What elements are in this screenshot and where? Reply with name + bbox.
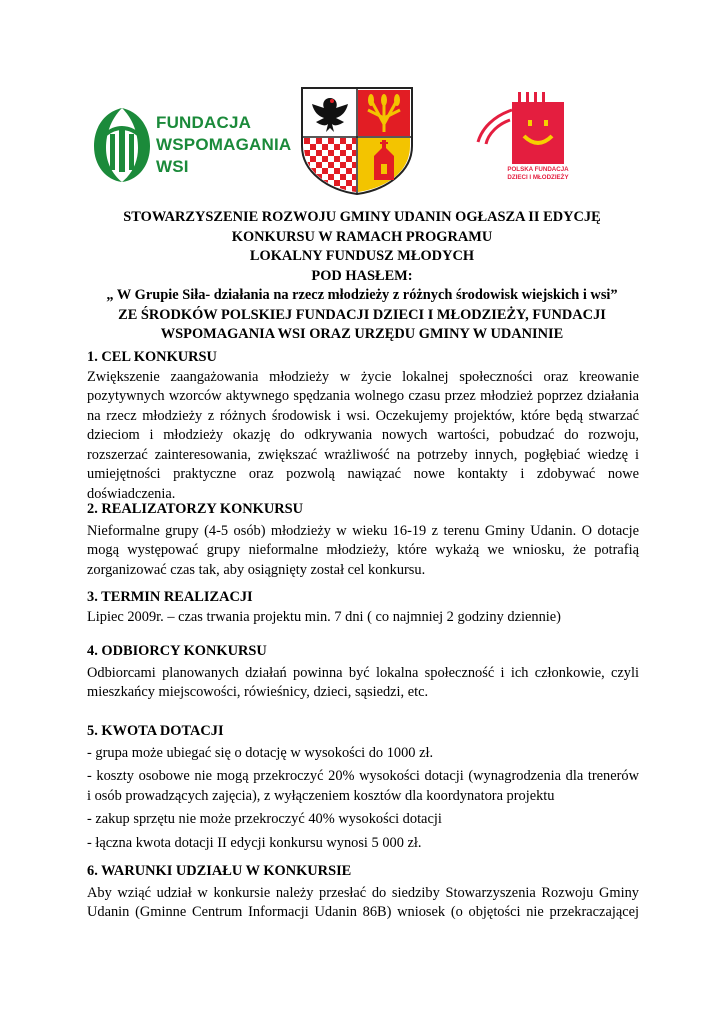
heading-line: ZE ŚRODKÓW POLSKIEJ FUNDACJI DZIECI I MŁODZIEŻY, FUNDACJI xyxy=(118,306,606,323)
paragraph-line: Udanin (Gminne Centrum Informacji Udanin 86B) wniosek (o objętości nie przekraczającej xyxy=(87,904,639,920)
heading-line: STOWARZYSZENIE ROZWOJU GMINY UDANIN OGŁASZA II EDYCJĘ xyxy=(123,209,601,225)
list-item-line: i osób prowadzących zajęcia), z wyłączeniem kosztów dla koordynatora projektu xyxy=(87,787,555,804)
paragraph-line: pozytywnych wzorców aktywnego spędzania wolnego czasu przez młodzież poprzez działania xyxy=(87,388,639,404)
list-item xyxy=(87,767,639,806)
fww-line-2: WSPOMAGANIA xyxy=(156,135,292,154)
paragraph-line: Zwiększenie zaangażowania młodzieży w życie lokalnej społeczności oraz kreowanie xyxy=(87,368,639,385)
polska-fundacja-dzieci-logo xyxy=(474,92,584,202)
section-cel-konkursu xyxy=(87,348,639,504)
paragraph-line: doświadczenia. xyxy=(87,485,176,502)
logo-row xyxy=(0,84,724,194)
section-odbiorcy xyxy=(87,642,639,703)
paragraph-line: mieszkańcy miejscowości, rówieśnicy, dzieci, sąsiedzi, etc. xyxy=(87,684,429,700)
pfdm-line-2: DZIECI I MŁODZIEŻY xyxy=(507,174,569,181)
paragraph-line: Aby wziąć udział w konkursie należy przesłać do siedziby Stowarzyszenia Rozwoju Gminy xyxy=(87,884,639,901)
section-warunki-udzialu xyxy=(87,862,639,923)
section-kwota-dotacji xyxy=(87,722,639,853)
section-realizatorzy xyxy=(87,500,639,580)
paragraph-line: zorganizować czas tak, aby osiągnięty został cel konkursu. xyxy=(87,561,426,578)
pfdm-face-icon xyxy=(512,102,564,164)
pfdm-bars-icon xyxy=(518,92,558,102)
heading-line: KONKURSU W RAMACH PROGRAMU xyxy=(231,228,493,245)
paragraph-line: Nieformalne grupy (4-5 osób) młodzieży w wieku 16-19 z terenu Gminy Udanin. O dotacje xyxy=(87,522,639,539)
list-item-line: - koszty osobowe nie mogą przekroczyć 20% wysokości dotacji (wynagrodzenia dla trenerów xyxy=(87,768,639,784)
announcement-heading xyxy=(86,208,638,345)
list-item: - grupa może ubiegać się o dotację w wysokości do 1000 zł. xyxy=(87,744,434,761)
paragraph-line: rozszerzać zainteresowania, zwiększać wrażliwość na potrzeby innych, pogłębiać wiedzę i xyxy=(87,446,639,463)
section-termin xyxy=(87,588,639,627)
section-title: 3. TERMIN REALIZACJI xyxy=(87,589,253,605)
pfdm-logo-text xyxy=(504,166,572,182)
fww-line-1: FUNDACJA xyxy=(156,113,252,132)
section-paragraph xyxy=(87,608,639,628)
pfdm-red-square xyxy=(512,102,564,164)
fundacja-wspomagania-wsi-logo xyxy=(92,104,292,184)
section-title: 5. KWOTA DOTACJI xyxy=(87,723,224,739)
section-title: 1. CEL KONKURSU xyxy=(87,349,217,365)
paragraph-line: umiejętności praktyczne oraz pozwolą nawiązać nowe kontakty i zdobywać nowe xyxy=(87,466,639,482)
paragraph-line: dzieciom i młodzieży okazję do odkrywania nowych wartości, pobudzać do rozwoju, xyxy=(87,427,639,443)
list-item: - łączna kwota dotacji II edycji konkursu wynosi 5 000 zł. xyxy=(87,834,422,851)
section-paragraph xyxy=(87,664,639,703)
list-item: - zakup sprzętu nie może przekroczyć 40% wysokości dotacji xyxy=(87,811,442,827)
fww-logo-text xyxy=(156,112,291,178)
pfdm-line-1: POLSKA FUNDACJA xyxy=(507,166,569,173)
section-paragraph xyxy=(87,884,639,923)
heading-line: POD HASŁEM: xyxy=(311,267,413,284)
pfdm-swoosh-icon xyxy=(474,106,514,146)
gmina-udanin-crest-icon xyxy=(298,84,416,196)
paragraph-line: Odbiorcami planowanych działań powinna być lokalna społeczność i ich członkowie, czyli xyxy=(87,664,639,681)
heading-line: WSPOMAGANIA WSI ORAZ URZĘDU GMINY W UDANINIE xyxy=(160,326,564,342)
section-paragraph xyxy=(87,522,639,581)
section-title: 2. REALIZATORZY KONKURSU xyxy=(87,501,304,517)
heading-line: „ W Grupie Siła- działania na rzecz młodzieży z różnych środowisk wiejskich i wsi” xyxy=(106,287,618,303)
paragraph-line: mogą występować grupy nieformalne młodzieży, które wykażą we wniosku, że potrafią xyxy=(87,542,639,558)
paragraph-line: na rzecz młodzieży z różnych środowisk i wsi. Oczekujemy projektów, które będą stwarzać xyxy=(87,407,639,424)
heading-line: LOKALNY FUNDUSZ MŁODYCH xyxy=(249,248,475,264)
fww-line-3: WSI xyxy=(156,157,189,176)
section-title: 4. ODBIORCY KONKURSU xyxy=(87,643,267,659)
fww-emblem-icon xyxy=(92,104,152,184)
section-paragraph xyxy=(87,368,639,505)
section-title: 6. WARUNKI UDZIAŁU W KONKURSIE xyxy=(87,863,352,879)
paragraph-line: Lipiec 2009r. – czas trwania projektu min. 7 dni ( co najmniej 2 godziny dziennie) xyxy=(87,608,561,625)
